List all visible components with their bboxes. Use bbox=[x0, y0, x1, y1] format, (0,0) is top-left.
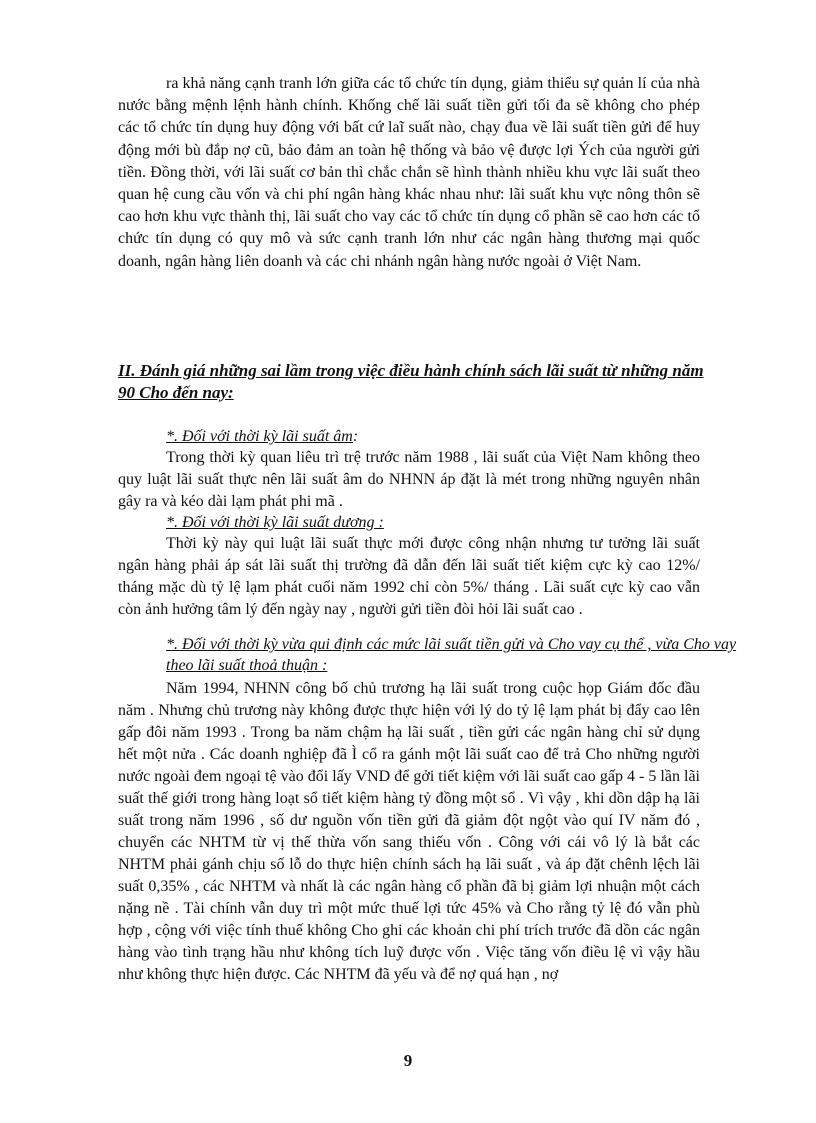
subheading-mixed-rate: *. Đối với thời kỳ vừa qui định các mức lãi suất tiền gửi và Cho vay cụ thể , vừa Cho vay theo lãi suất thoả thuận : bbox=[166, 636, 737, 674]
section-heading: II. Đánh giá những sai lầm trong việc điều hành chính sách lãi suất từ những năm 90 Cho đến nay: bbox=[118, 361, 704, 402]
negative-rate-paragraph: Trong thời kỳ quan liêu trì trệ trước năm 1988 , lãi suất của Việt Nam không theo quy luật lãi suất thực nên lãi suất âm do NHNN áp đặt là mét trong những nguyên nhân gây ra và kéo dài lạm phát phi mã . bbox=[118, 449, 700, 510]
positive-rate-section bbox=[118, 512, 700, 621]
subheading-negative-rate-suffix: : bbox=[352, 428, 359, 445]
subheading-negative-rate-text: *. Đối với thời kỳ lãi suất âm bbox=[166, 428, 353, 445]
intro-section bbox=[118, 73, 700, 273]
section-heading-block bbox=[118, 360, 704, 404]
subheading-negative-rate bbox=[118, 426, 700, 447]
page-number: 9 bbox=[403, 1051, 413, 1070]
positive-rate-paragraph: Thời kỳ này qui luật lãi suất thực mới được công nhận nhưng tư tưởng lãi suất ngân hàng phải áp sát lãi suất thị trường đã dẫn đến lãi suất tiết kiệm cực kỳ cao 12%/ tháng mặc dù tỷ lệ lạm phát cuối năm 1992 chỉ còn 5%/ tháng . Lãi suất cực kỳ cao vẫn còn ảnh hưởng tâm lý đến ngày nay , người gửi tiền đòi hỏi lãi suất cao . bbox=[118, 535, 700, 618]
mixed-rate-paragraph: Năm 1994, NHNN công bố chủ trương hạ lãi suất trong cuộc họp Giám đốc đầu năm . Nhưng chủ trương này không được thực hiện với lý do tỷ lệ lạm phát bị đẩy cao lên gấp đôi năm 1993 . Trong ba năm chậm hạ lãi suất , tiền gửi các ngân hàng chỉ sử dụng hết một nửa . Các doanh nghiệp đã Ì cổ ra gánh một lãi suất cao để trả Cho những người nước ngoài đem ngoại tệ vào đổi lấy VND để gởi tiết kiệm với lãi suất cao gấp 4 - 5 lần lãi suất thế giới trong hàng loạt sổ tiết kiệm hàng tỷ đồng một sổ . Vì vậy , khi dồn dập hạ lãi suất trong năm 1996 , số dư nguồn vốn tiền gửi đã giảm đột ngột vào quí IV năm đó , chuyển các NHTM từ vị thế thừa vốn sang thiếu vốn . Công với cái vô lý là bắt các NHTM phải gánh chịu số lỗ do thực hiện chính sách hạ lãi suất , và áp đặt chênh lệch lãi suất 0,35% , các NHTM và nhất là các ngân hàng cổ phần đã bị giảm lợi nhuận một cách nặng nề . Tài chính vẫn duy trì một mức thuế lợi tức 45% và Cho rằng tỷ lệ đó vẫn phù hợp , cộng với việc tính thuế không Cho ghi các khoản chi phí trích trước đã dồn các ngân hàng vào tình trạng hầu như không tích luỹ được vốn . Việc tăng vốn điều lệ vì vậy hầu như không thực hiện được. Các NHTM đã yếu và để nợ quá hạn , nợ bbox=[118, 680, 700, 983]
subheading-positive-rate: *. Đối với thời kỳ lãi suất dương : bbox=[166, 514, 384, 531]
mixed-rate-section bbox=[118, 634, 737, 986]
intro-paragraph: ra khả năng cạnh tranh lớn giữa các tổ chức tín dụng, giảm thiểu sự quản lí của nhà nước bằng mệnh lệnh hành chính. Khống chế lãi suất tiền gửi tối đa sẽ không cho phép các tổ chức tín dụng huy động với bất cứ laĩ suất nào, chạy đua về lãi suất tiền gửi để huy động mới bù đắp nợ cũ, bảo đảm an toàn hệ thống và bảo vệ được lợi Ých của người gửi tiền. Đồng thời, với lãi suất cơ bản thì chắc chắn sẽ hình thành nhiều khu vực lãi suất theo quan hệ cung cầu vốn và chi phí ngân hàng khác nhau như: lãi suất khu vực nông thôn sẽ cao hơn khu vực thành thị, lãi suất cho vay các tổ chức tín dụng cổ phần sẽ cao hơn các tổ chức tín dụng có quy mô và sức cạnh tranh lớn như các ngân hàng thương mại quốc doanh, ngân hàng liên doanh và các chi nhánh ngân hàng nước ngoài ở Việt Nam. bbox=[118, 75, 700, 270]
negative-rate-section bbox=[118, 426, 700, 513]
